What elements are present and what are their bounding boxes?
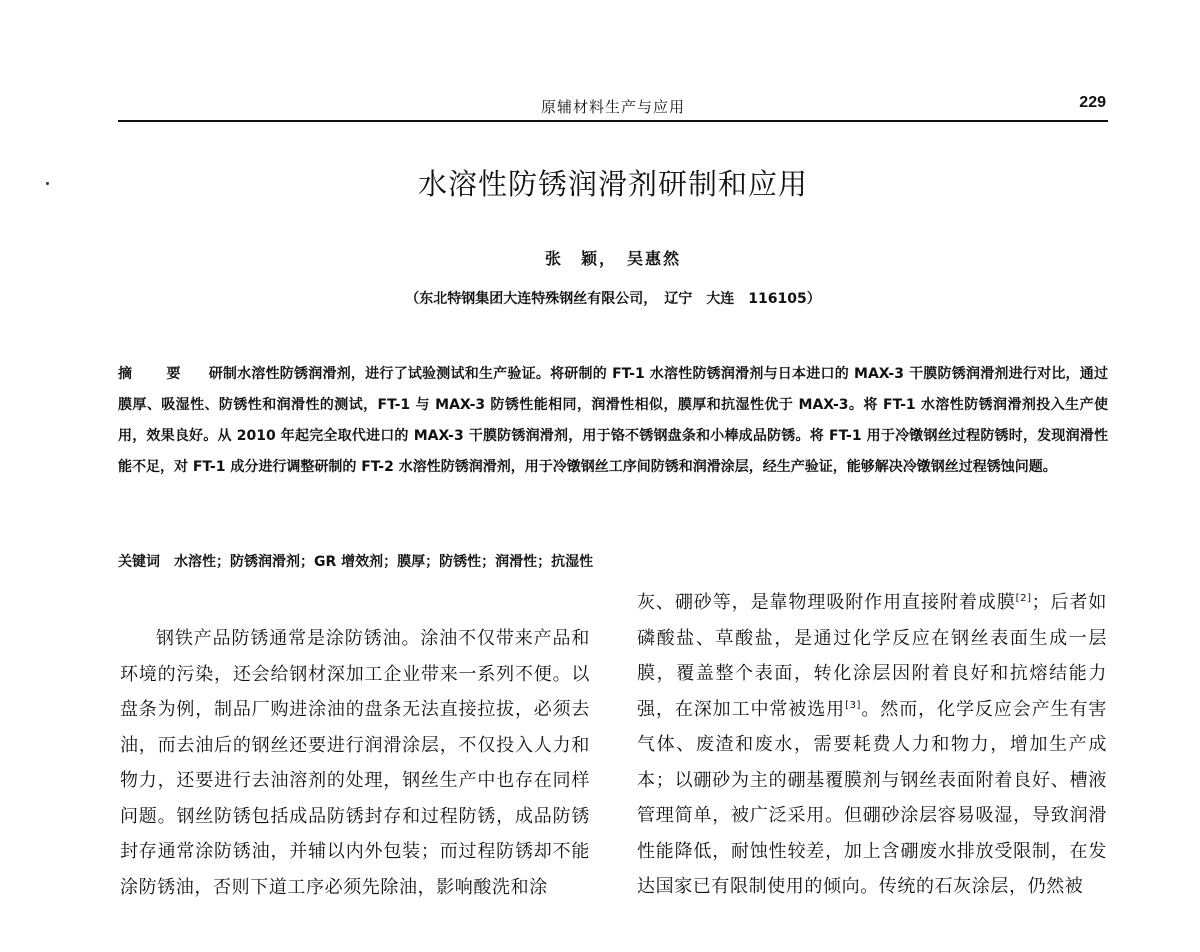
abstract-text: 研制水溶性防锈润滑剂，进行了试验测试和生产验证。将研制的 FT-1 水溶性防锈润滑剂与日本进口的 MAX-3 干膜防锈润滑剂进行对比，通过膜厚、吸湿性、防锈性和润滑性的测试，FT-1 与 MAX-3 防锈性能相同，润滑性相似，膜厚和抗湿性优于 MAX-3。将 FT-1 水溶性防锈润滑剂投入生产使用，效果良好。从 2010 年起完全取代进口的 MAX-3 干膜防锈润滑剂，用于铬不锈钢盘条和小棒成品防锈。将 FT-1 用于冷镦钢丝过程防锈时，发现润滑性能不足，对 FT-1 成分进行调整研制的 FT-2 水溶性防锈润滑剂，用于冷镦钢丝工序间防锈和润滑涂层，经生产验证，能够解决冷镦钢丝过程锈蚀问题。 [118, 366, 1109, 475]
body-paragraph-intro: 钢铁产品防锈通常是涂防锈油。涂油不仅带来产品和环境的污染，还会给钢材深加工企业带来一系列不便。以盘条为例，制品厂购进涂油的盘条无法直接拉拔，必须去油，而去油后的钢丝还要进行润滑涂层，不仅投入人力和物力，还要进行去油溶剂的处理，钢丝生产中也存在同样问题。钢丝防锈包括成品防锈封存和过程防锈，成品防锈封存通常涂防锈油，并辅以内外包装；而过程防锈却不能涂防锈油，否则下道工序必须先除油，影响酸洗和涂 [120, 628, 590, 898]
page-number: 229 [1079, 94, 1106, 111]
running-title: 原辅材料生产与应用 [540, 98, 685, 116]
citation-ref-2[interactable]: [2] [1015, 593, 1032, 604]
paper-title: 水溶性防锈润滑剂研制和应用 [417, 167, 808, 201]
keywords-text: 水溶性；防锈润滑剂；GR 增效剂；膜厚；防锈性；润滑性；抗湿性 [174, 554, 594, 570]
body-text-part-1: 灰、硼砂等，是靠物理吸附作用直接附着成膜 [637, 592, 1016, 613]
keywords [118, 550, 1108, 574]
page-header [118, 92, 1108, 122]
affiliation: （东北特钢集团大连特殊钢丝有限公司， 辽宁 大连 116105） [405, 291, 821, 307]
body-text-part-2: ；后者如磷酸盐、草酸盐，是通过化学反应在钢丝表面生成一层膜，覆盖整个表面，转化涂层因附着良好和抗熔结能力强，在深加工中常被选用 [637, 592, 1108, 720]
authors: 张 颖， 吴惠然 [544, 249, 681, 268]
abstract [118, 359, 1108, 483]
abstract-label: 摘 要 [118, 366, 191, 382]
body-column-left [120, 621, 590, 905]
keywords-label: 关键词 [118, 554, 160, 570]
body-paragraph-continued [637, 585, 1107, 905]
body-column-right [637, 585, 1107, 905]
body-text-part-3: 。然而，化学反应会产生有害气体、废渣和废水，需要耗费人力和物力，增加生产成本；以硼砂为主的硼基覆膜剂与钢丝表面附着良好、槽液管理简单，被广泛采用。但硼砂涂层容易吸湿，导致润滑性能降低，耐蚀性较差，加上含硼废水排放受限制，在发达国家已有限制使用的倾向。传统的石灰涂层，仍然被 [637, 698, 1107, 897]
citation-ref-3[interactable]: [3] [845, 699, 862, 711]
scan-speck [46, 182, 49, 185]
